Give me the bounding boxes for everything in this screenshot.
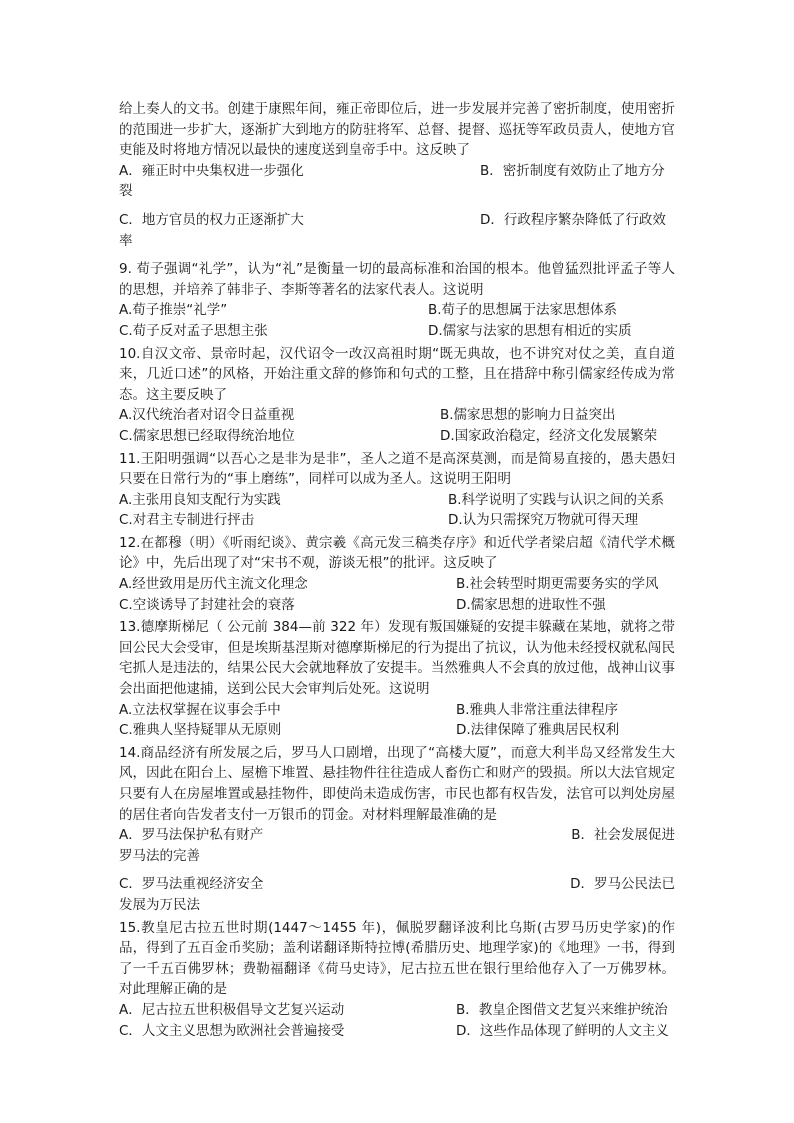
- option-12-b: B.社会转型时期更需要务实的学风: [456, 576, 659, 593]
- question-12-stem: 12.在都穆（明）《听雨纪谈》、黄宗羲《高元发三稿类存序》和近代学者梁启超《清代学术概论》中，先后出现了对“宋书不观，游谈无根”的批评。这反映了: [119, 534, 675, 572]
- question-14-options-row1: [119, 825, 675, 846]
- option-11-c: C.对君主专制进行抨击: [119, 512, 255, 529]
- option-15-d: D．这些作品体现了鲜明的人文主义: [456, 1022, 669, 1039]
- option-8-b: B．密折制度有效防止了地方分: [480, 162, 665, 179]
- option-8-a: A．雍正时中央集权进一步强化: [119, 162, 304, 179]
- question-13-stem: 13.德摩斯梯尼（ 公元前 384—前 322 年）发现有叛国嫌疑的安提丰躲藏在某地，就将之带回公民大会受审，但是埃斯基涅斯对德摩斯梯尼的行为提出了抗议，认为他未经授权就私闯民宅抓人是违法的，结果公民大会就地释放了安提丰。当然雅典人不会真的放过他，战神山议事会出面把他逮捕，送到公民大会审判后处死。这说明: [119, 619, 675, 698]
- option-14-b: B．社会发展促进: [571, 827, 675, 844]
- option-15-c: C．人文主义思想为欧洲社会普遍接受: [119, 1022, 345, 1039]
- question-14-stem: 14.商品经济有所发展之后，罗马人口剧增，出现了“高楼大厦”，而意大利半岛又经常发生大风，因此在阳台上、屋檐下堆置、悬挂物件往往造成人畜伤亡和财产的毁损。所以大法官规定只要有人在房屋堆置或悬挂物件，即使尚未造成伤害，市民也都有权告发，法官可以判处房屋的居住者向告发者支付一万银币的罚金。对材料理解最准确的是: [119, 744, 675, 823]
- question-10: [119, 344, 675, 447]
- option-8-b-tail: 裂: [119, 183, 133, 200]
- question-12: [119, 533, 675, 615]
- option-12-a: A.经世致用是历代主流文化理念: [119, 576, 308, 593]
- option-14-a: A．罗马法保护私有财产: [119, 827, 264, 844]
- option-13-d: D.法律保障了雅典居民权利: [456, 722, 620, 739]
- option-8-d: D．行政程序繁杂降低了行政效: [480, 211, 666, 228]
- question-14-options-row2: [119, 874, 675, 895]
- question-15: [119, 918, 675, 1042]
- option-13-c: C.雅典人坚持疑罪从无原则: [119, 722, 282, 739]
- option-14-c: C．罗马法重视经济安全: [119, 876, 264, 893]
- option-14-d: D．罗马公民法已: [570, 876, 675, 893]
- question-12-options: [119, 574, 675, 615]
- question-9: [119, 259, 675, 341]
- option-9-b: B.荀子的思想属于法家思想体系: [428, 302, 618, 319]
- option-8-c: C．地方官员的权力正逐渐扩大: [119, 211, 304, 228]
- question-15-options: [119, 1000, 675, 1041]
- option-9-d: D.儒家与法家的思想有相近的实质: [428, 322, 632, 339]
- option-15-b: B．教皇企图借文艺复兴来维护统治: [456, 1001, 668, 1018]
- exam-content: [119, 97, 675, 1041]
- option-10-a: A.汉代统治者对诏令日益重视: [119, 407, 295, 424]
- question-8-stem: 给上奏人的文书。创建于康熙年间，雍正帝即位后，进一步发展并完善了密折制度，使用密折的范围进一步扩大，逐渐扩大到地方的防驻将军、总督、提督、巡抚等军政员责人，使地方官吏能及时将地方情况以最快的速度送到皇帝手中。这反映了: [119, 101, 675, 159]
- option-11-a: A.主张用良知支配行为实践: [119, 491, 281, 508]
- question-8-options-2: [119, 210, 675, 231]
- option-12-d: D.儒家思想的进取性不强: [456, 596, 606, 613]
- question-8-options: [119, 161, 675, 182]
- option-9-c: C.荀子反对孟子思想主张: [119, 322, 268, 339]
- option-12-c: C.空谈诱导了封建社会的衰落: [119, 596, 295, 613]
- option-14-b-tail: 罗马法的完善: [119, 847, 200, 864]
- option-13-a: A.立法权掌握在议事会手中: [119, 701, 281, 718]
- option-10-c: C.儒家思想已经取得统治地位: [119, 427, 295, 444]
- question-11-stem: 11.王阳明强调“以吾心之是非为是非”，圣人之道不是高深莫测，而是简易直接的，愚夫愚妇只要在日常行为的“事上磨练”，同样可以成为圣人。这说明王阳明: [119, 450, 675, 488]
- option-15-a: A．尼古拉五世积极倡导文艺复兴运动: [119, 1001, 345, 1018]
- question-9-stem: 9. 荀子强调“礼学”，认为“礼”是衡量一切的最高标准和治国的根本。他曾猛烈批评孟子等人的思想，并培养了韩非子、李斯等著名的法家代表人。这说明: [119, 261, 675, 298]
- question-10-options: [119, 405, 675, 446]
- question-15-stem: 15.教皇尼古拉五世时期(1447～1455 年)，佩脱罗翻译波利比乌斯(古罗马历史学家)的作品，得到了五百金币奖励；盖利诺翻译斯特拉博(希腊历史、地理学家)的《地理》一书，得到了一千五百佛罗林；费勒福翻译《荷马史诗》，尼古拉五世在银行里给他存入了一万佛罗林。对此理解正确的是: [119, 919, 675, 998]
- option-8-d-tail: 率: [119, 232, 133, 249]
- question-14: [119, 743, 675, 916]
- question-11: [119, 449, 675, 531]
- question-11-options: [119, 490, 675, 531]
- option-11-b: B.科学说明了实践与认识之间的关系: [448, 491, 665, 508]
- question-13-options: [119, 700, 675, 741]
- option-11-d: D.认为只需探究万物就可得天理: [448, 512, 639, 529]
- question-10-stem: 10.自汉文帝、景帝时起，汉代诏令一改汉高祖时期“既无典故，也不讲究对仗之美，直自道来，几近口述”的风格，开始注重文辞的修饰和句式的工整，且在措辞中称引儒家经传成为常态。这主要反映了: [119, 345, 675, 403]
- question-13: [119, 617, 675, 741]
- option-14-d-tail: 发展为万民法: [119, 896, 200, 913]
- option-10-b: B.儒家思想的影响力日益突出: [440, 407, 616, 424]
- option-13-b: B.雅典人非常注重法律程序: [456, 701, 619, 718]
- question-8: [119, 99, 675, 251]
- question-9-options: [119, 300, 675, 341]
- option-10-d: D.国家政治稳定，经济文化发展繁荣: [440, 427, 658, 444]
- option-9-a: A.荀子推崇“礼学”: [119, 302, 228, 319]
